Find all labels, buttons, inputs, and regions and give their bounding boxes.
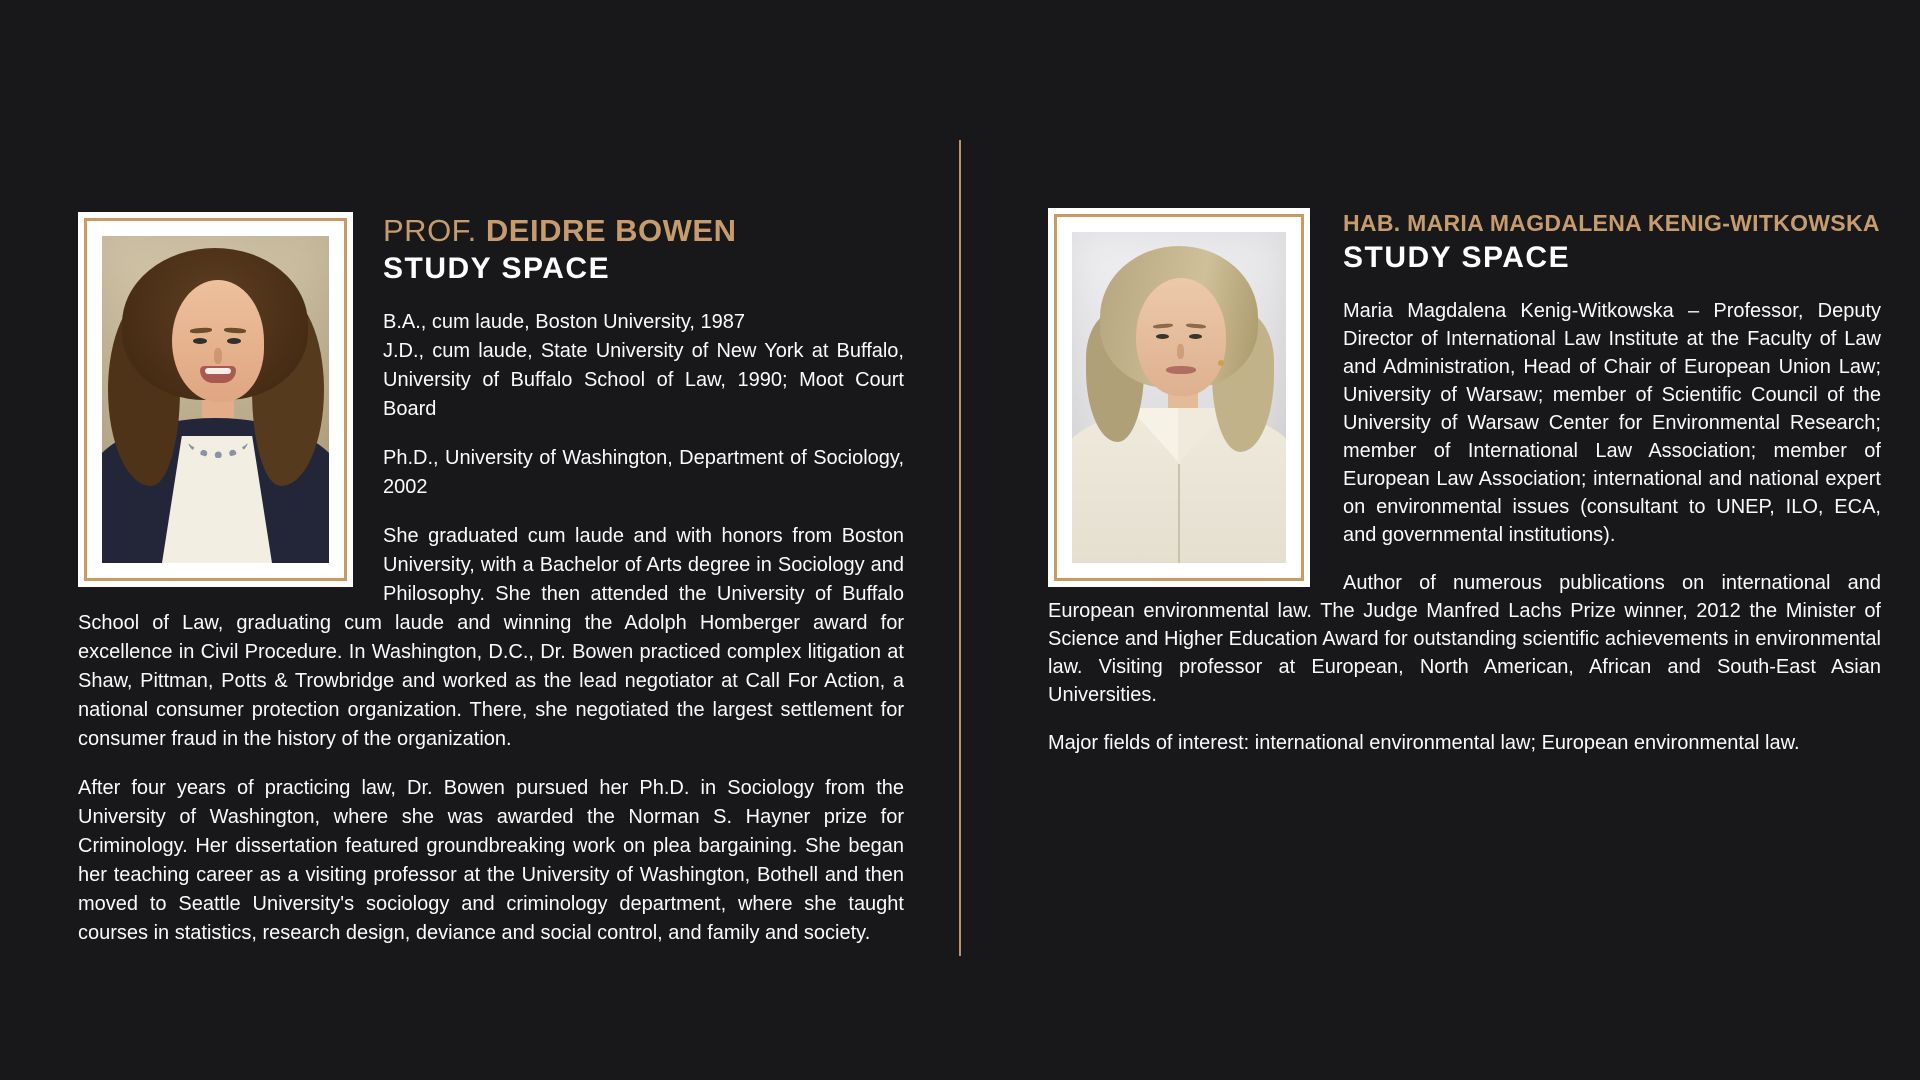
portrait-necklace-shape: [188, 424, 248, 458]
bio-paragraph-2: After four years of practicing law, Dr. Bowen pursued her Ph.D. in Sociology from the University of Washington, where she was awarded the Norman S. Hayner prize for Criminology. Her dissertation featured groundbreaking work on plea bargaining. She began her teaching career as a visiting professor at the University of Washington, Bothell and then moved to Seattle University's sociology and criminology department, where she taught courses in statistics, research design, deviance and social control, and family and society.: [78, 777, 904, 944]
portrait-earring-shape: [1218, 360, 1224, 366]
right-bio-paragraph-1: Maria Magdalena Kenig-Witkowska – Professor, Deputy Director of International Law Institute at the Faculty of Law and Administration, Head of Chair of European Union Law; University of Warsaw; member of Scientific Council of the University of Warsaw Center for Environmental Research; member of International Law Association; member of European Law Association; international and national expert on environmental issues (consultant to UNEP, ILO, ECA, and governmental institutions).: [1343, 300, 1881, 546]
photo-mat-right: [1054, 214, 1304, 581]
profile-section-left: [78, 212, 904, 948]
right-bio-paragraph-2: Author of numerous publications on international and European environmental law. The Judge Manfred Lachs Prize winner, 2012 the Minister of Science and Higher Education Award for outstanding scientific achievements in environmental law. Visiting professor at European, North American, African and South-East Asian Universities.: [1048, 572, 1881, 706]
profile-section-right: [1048, 208, 1881, 757]
study-space-heading-left: STUDY SPACE: [383, 252, 611, 285]
photo-frame-left: [78, 212, 353, 587]
portrait-face-shape: [172, 280, 264, 402]
portrait-placket-shape: [1178, 464, 1180, 563]
profile-title-right: HAB. MARIA MAGDALENA KENIG-WITKOWSKA: [1343, 210, 1880, 236]
divider-line: [959, 140, 961, 956]
bio-paragraph-1: She graduated cum laude and with honors from Boston University, with a Bachelor of Arts degree in Sociology and Philosophy. She then attended the University of Buffalo School of Law, graduating cum laude and winning the Adolph Homberger award for excellence in Civil Procedure. In Washington, D.C., Dr. Bowen practiced complex litigation at Shaw, Pittman, Potts & Trowbridge and worked as the lead negotiator at Call For Action, a national consumer protection organization. There, she negotiated the largest settlement for consumer fraud in the history of the organization.: [78, 525, 904, 750]
title-name: DEIDRE BOWEN: [485, 213, 737, 248]
portrait-face-shape: [1136, 278, 1226, 396]
degree-ba-line: B.A., cum laude, Boston University, 1987: [383, 311, 746, 333]
photo-frame-right: [1048, 208, 1310, 587]
photo-mat-left: [84, 218, 347, 581]
study-space-heading-right: STUDY SPACE: [1343, 241, 1571, 274]
degree-phd-paragraph: Ph.D., University of Washington, Department of Sociology, 2002: [383, 447, 904, 498]
right-bio-paragraph-3: Major fields of interest: international environmental law; European environmental law.: [1048, 732, 1800, 754]
portrait-deidre-bowen: [102, 236, 329, 563]
degree-jd-line: J.D., cum laude, State University of New York at Buffalo, University of Buffalo School of Law, 1990; Moot Court Board: [383, 340, 904, 420]
title-prefix: PROF.: [383, 213, 486, 248]
portrait-maria-kenig-witkowska: [1072, 232, 1286, 563]
